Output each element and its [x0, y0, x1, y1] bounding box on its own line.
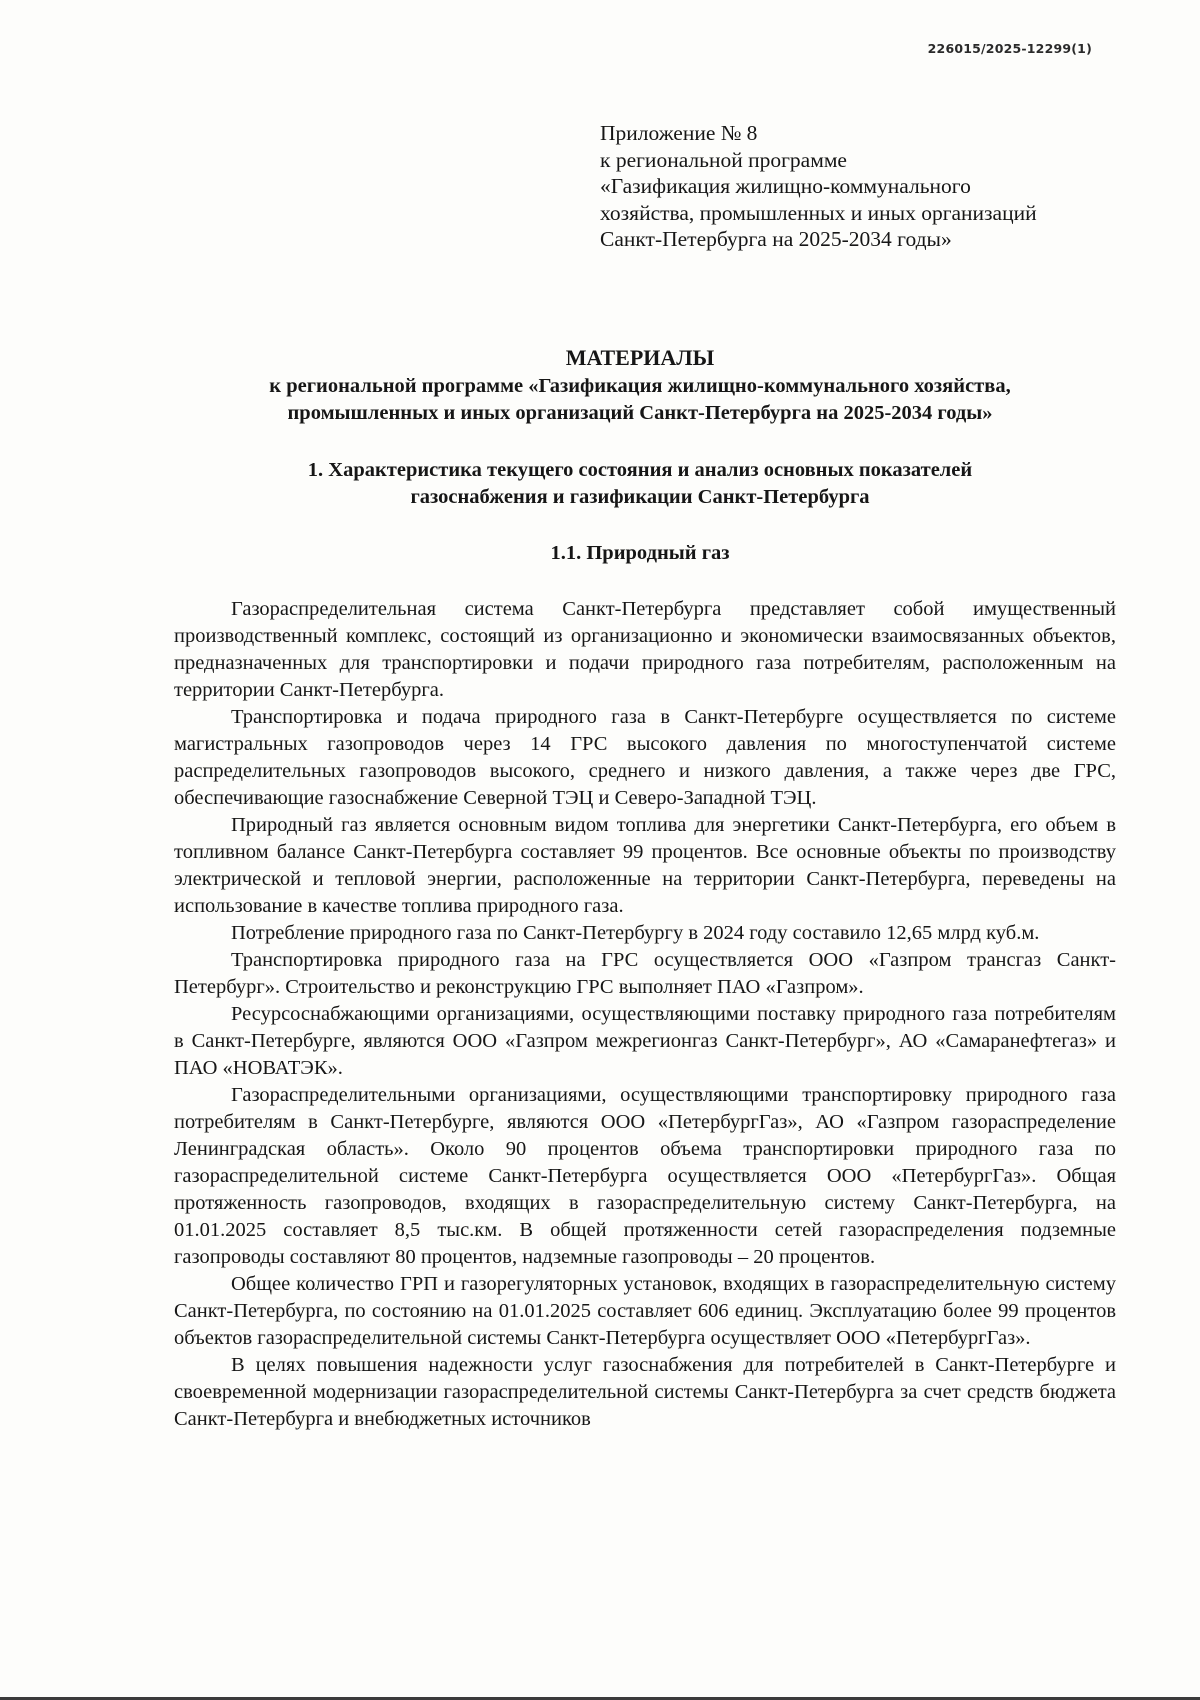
- appendix-line: Приложение № 8: [600, 121, 758, 145]
- title-main: МАТЕРИАЛЫ: [565, 345, 715, 370]
- appendix-line: к региональной программе: [600, 147, 847, 172]
- appendix-line: хозяйства, промышленных и иных организаций: [600, 200, 1037, 225]
- document-registration-number: 226015/2025-12299(1): [927, 41, 1092, 56]
- paragraph: Ресурсоснабжающими организациями, осуществляющими поставку природного газа потребителям в Санкт-Петербурге, являются ООО «Газпром межрегионгаз Санкт-Петербург», АО «Самаранефтегаз» и ПАО «НОВАТЭК».: [174, 1003, 1116, 1079]
- title-line: к региональной программе «Газификация жилищно-коммунального хозяйства,: [269, 375, 1011, 397]
- section-heading-line: 1. Характеристика текущего состояния и анализ основных показателей: [307, 459, 973, 481]
- section-heading-line: газоснабжения и газификации Санкт-Петербурга: [410, 486, 870, 508]
- paragraph: Природный газ является основным видом топлива для энергетики Санкт-Петербурга, его объем в топливном балансе Санкт-Петербурга составляет 99 процентов. Все основные объекты по производству электрической и тепловой энергии, расположенные на территории Санкт-Петербурга, переведены на использование в качестве топлива природного газа.: [174, 814, 1116, 917]
- title-line: промышленных и иных организаций Санкт-Петербурга на 2025-2034 годы»: [287, 402, 993, 424]
- paragraph: Транспортировка и подача природного газа в Санкт-Петербурге осуществляется по системе магистральных газопроводов через 14 ГРС высокого давления по многоступенчатой системе распределительных газопроводов высокого, среднего и низкого давления, а также через две ГРС, обеспечивающие газоснабжение Северной ТЭЦ и Северо-Западной ТЭЦ.: [174, 706, 1116, 809]
- paragraph: В целях повышения надежности услуг газоснабжения для потребителей в Санкт-Петербурге и своевременной модернизации газораспределительной системы Санкт-Петербурга за счет средств бюджета Санкт-Петербурга и внебюджетных источников: [174, 1354, 1116, 1430]
- document-title: [140, 343, 1140, 427]
- appendix-block: [600, 120, 1120, 253]
- paragraph: Транспортировка природного газа на ГРС осуществляется ООО «Газпром трансгаз Санкт-Петербург». Строительство и реконструкцию ГРС выполняет ПАО «Газпром».: [174, 949, 1116, 998]
- body-text: [174, 596, 1116, 1433]
- paragraph: Потребление природного газа по Санкт-Петербургу в 2024 году составило 12,65 млрд куб.м.: [231, 922, 1040, 944]
- section-heading: [140, 457, 1140, 511]
- subsection-heading: 1.1. Природный газ: [550, 542, 730, 564]
- paragraph: Газораспределительная система Санкт-Петербурга представляет собой имущественный производственный комплекс, состоящий из организационно и экономически взаимосвязанных объектов, предназначенных для транспортировки и подачи природного газа потребителям, расположенным на территории Санкт-Петербурга.: [174, 598, 1116, 701]
- appendix-line: Санкт-Петербурга на 2025-2034 годы»: [600, 227, 952, 251]
- paragraph: Газораспределительными организациями, осуществляющими транспортировку природного газа потребителям в Санкт-Петербурге, являются ООО «ПетербургГаз», АО «Газпром газораспределение Ленинградская область». Около 90 процентов объема транспортировки природного газа по газораспределительной системе Санкт-Петербурга осуществляется ООО «ПетербургГаз». Общая протяженность газопроводов, входящих в газораспределительную систему Санкт-Петербурга, на 01.01.2025 составляет 8,5 тыс.км. В общей протяженности сетей газораспределения подземные газопроводы составляют 80 процентов, надземные газопроводы – 20 процентов.: [174, 1084, 1116, 1268]
- appendix-line: «Газификация жилищно-коммунального: [600, 174, 971, 198]
- paragraph: Общее количество ГРП и газорегуляторных установок, входящих в газораспределительную систему Санкт-Петербурга, по состоянию на 01.01.2025 составляет 606 единиц. Эксплуатацию более 99 процентов объектов газораспределительной системы Санкт-Петербурга осуществляет ООО «ПетербургГаз».: [174, 1273, 1116, 1349]
